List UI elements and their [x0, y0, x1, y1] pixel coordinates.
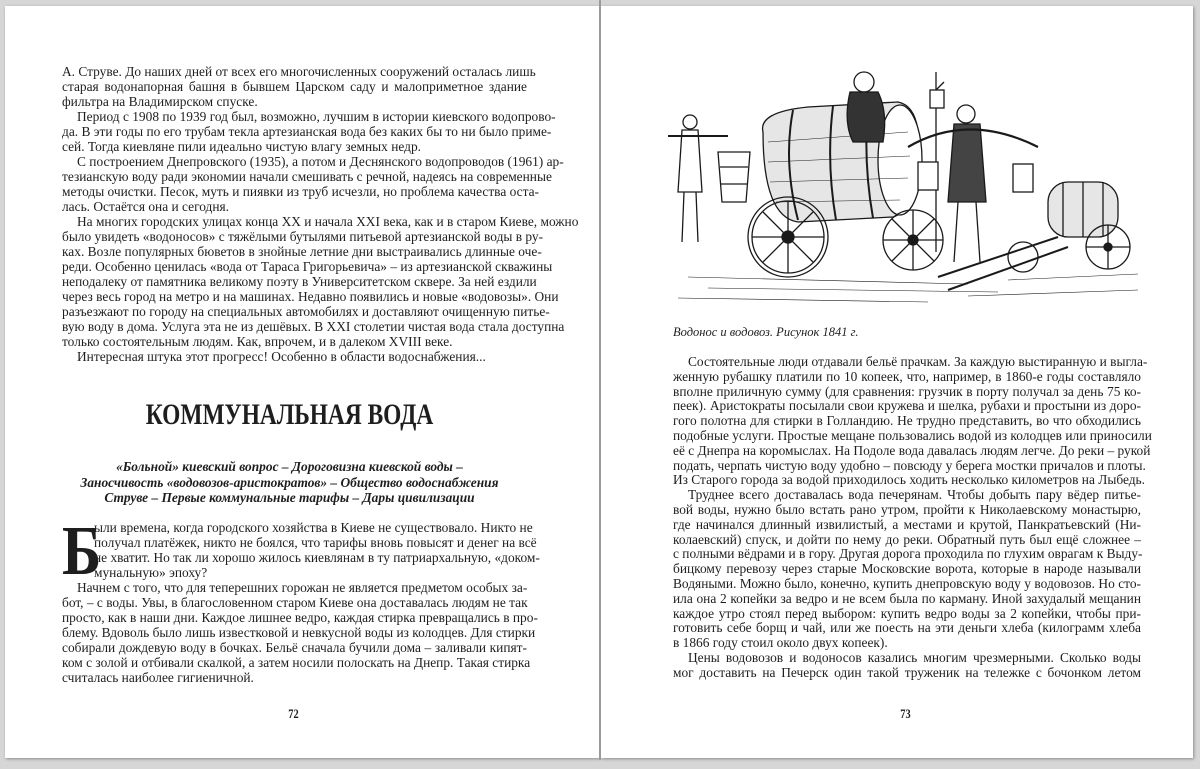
text-line: да. В эти годы по его трубам текла артезианская вода без каких бы то ни было приме-	[62, 124, 552, 139]
text-line: колаевский) спуск, и дойти по нему до реки. Обратный путь был ещё сложнее –	[673, 531, 1141, 547]
left-figure	[668, 115, 728, 242]
text-line: ках. Возле популярных бюветов в знойные летние дни выстраивались длинные оче-	[62, 244, 542, 259]
small-tub	[718, 152, 750, 202]
text-line: женную рубашку платили по 10 копеек, что, например, в 1860-е годы составляло	[673, 368, 1141, 384]
text-line: методы очистки. Песок, муть и пиявки из труб исчезли, но проблема качества оста-	[62, 184, 540, 199]
paragraph	[62, 109, 556, 154]
text-line: фильтра на Владимирском спуске.	[62, 94, 258, 109]
text-line: ила она 2 копейки за ведро и не всем была по карману. Иной захудалый мещанин	[673, 590, 1141, 606]
text-line: лась. Остаётся она и сегодня.	[62, 199, 230, 214]
text-line: было увидеть «водоносов» с тяжёлыми бутылями питьевой артезианской воды в ру-	[62, 229, 544, 244]
text-line: Состоятельные люди отдавали бельё прачкам. За каждую выстиранную и выгла-	[688, 354, 1148, 369]
text-line: На многих городских улицах конца XX и начала XXI века, как и в старом Киеве, можно	[77, 214, 579, 229]
subtitle-line: «Больной» киевский вопрос – Дороговизна киевской воды –	[116, 459, 463, 474]
chapter-subtitle	[57, 459, 522, 506]
driver-figure	[847, 72, 885, 142]
text-line: тезианскую воду ради экономии начали смешивать с речной, надеясь на современные	[62, 169, 552, 184]
paragraph	[673, 488, 1141, 651]
text-line: вую воду в дома. Услуга эта не из дешёвых. В XXI столетии чистая вода стала доступна	[62, 319, 565, 334]
paragraph	[62, 580, 538, 685]
text-line: готовить себе борщ и чай, или же поесть на эти деньги хлеба (килограмм хлеба	[673, 620, 1141, 636]
text-line: неподалеку от памятника великому поэту в Университетском сквере. За ней ездили	[62, 274, 537, 289]
cart-wheel-large	[748, 197, 828, 277]
text-line: каждое утро стоял перед выбором: купить ведро воды за 2 копейки, чтобы при-	[673, 605, 1141, 621]
ground-hatching	[678, 274, 1138, 302]
text-line: вполне приличную сумму (для сравнения: грузчик в порту получал за день 75 ко-	[673, 383, 1141, 399]
text-line: ыли времена, когда городского хозяйства в Киеве не существовало. Никто не	[94, 520, 533, 535]
chapter-body-text	[62, 513, 540, 685]
big-barrel	[763, 102, 922, 222]
text-line: только состоятельным людям. Как, впрочем, и в далеком XVIII веке.	[62, 334, 453, 349]
text-line: подобные услуги. Простые мещане пользовались водой из колодцев или приносили	[673, 427, 1152, 443]
text-line: её с Днепра на коромыслах. На Подоле вода давалась людям легче. До реки – рукой	[673, 442, 1151, 458]
text-line: где начинался длинный извилистый, а местами и крутой, Панкратьевский (Ни-	[673, 516, 1141, 532]
text-line: старая водонапорная башня в бывшем Царском саду и малоприметное здание	[62, 79, 527, 94]
page-number-right: 73	[900, 706, 911, 721]
text-line: в 1866 году стоил около двух копеек).	[673, 635, 888, 651]
text-line: Из Старого города за водой приходилось ходить несколько километров на Лыбедь.	[673, 472, 1145, 488]
text-line: подать, черпать чистую воду удобно – повсюду у берега мостки причалов и плоты.	[673, 457, 1146, 473]
paragraph	[62, 154, 564, 214]
illustration-caption: Водонос и водовоз. Рисунок 1841 г.	[673, 325, 859, 339]
text-line: с полными вёдрами и в гору. Другая дорога проходила по глухим оврагам к Выду-	[673, 546, 1143, 562]
text-line: получал платёжек, никто не боялся, что тарифы вновь повысят и денег на всё	[94, 535, 537, 550]
text-line: Начнем с того, что для теперешних горожан не является предметом особых за-	[77, 580, 528, 595]
text-line: разъезжают по городу на специальных автомобилях и доставляют очищенную питье-	[62, 304, 550, 319]
text-line: через весь город на метро и на машинах. Недавно появились и новые «водовозы». Они	[62, 289, 559, 304]
book-spine	[599, 0, 601, 760]
paragraph	[673, 651, 1141, 681]
text-line: С построением Днепровского (1935), а потом и Деснянского водопроводов (1961) ар-	[77, 154, 564, 169]
text-line: реди. Особенно ценилась «вода от Тараса Григорьевича» – из артезианской скважины	[62, 259, 553, 274]
water-carrier-figure	[908, 105, 1038, 262]
text-line: мог доставить на Печерск один такой труженик на тележке с бочонком летом	[673, 664, 1141, 680]
text-line: Период с 1908 по 1939 год был, возможно, лучшим в истории киевского водопрово-	[77, 109, 556, 124]
text-line: Интересная штука этот прогресс! Особенно в области водоснабжения...	[77, 349, 486, 364]
text-line: бот, – с воды. Увы, в благословенном старом Киеве она доставалась людям не так	[62, 595, 528, 610]
text-line: бицкому перевозу через старые Московские ворота, которые в народе называли	[673, 561, 1141, 577]
text-line: считалась наиболее гигиеничной.	[62, 670, 254, 685]
text-line: гого полотна для стирки в Голландию. Не трудно представить, во что обходились	[673, 413, 1141, 429]
text-line: мунальную» эпоху?	[94, 565, 208, 580]
text-line: собирали дождевую воду в бочках. Бельё сначала бучили дома – заливали кипят-	[62, 640, 527, 655]
text-line: Цены водовозов и водоносов казались многим чрезмерными. Сколько воды	[688, 649, 1141, 665]
paragraph	[62, 64, 536, 109]
text-line: Водяными. Можно было, конечно, купить днепровскую воду у водовозов. Но сто-	[673, 575, 1141, 591]
paragraph	[673, 354, 1152, 488]
page-number-left: 72	[288, 706, 299, 721]
text-line: А. Струве. До наших дней от всех его многочисленных сооружений осталась лишь	[62, 64, 536, 79]
subtitle-line: Струве – Первые коммунальные тарифы – Дары цивилизации	[104, 490, 475, 505]
left-intro-text	[62, 64, 579, 364]
drop-cap: Б	[62, 513, 102, 590]
cart-wheel-front	[883, 210, 943, 270]
paragraph	[62, 214, 579, 349]
right-body-text	[673, 354, 1152, 681]
text-line: пеек). Аристократы посылали свои кружева и шелка, рубахи и простыни из доро-	[673, 398, 1141, 414]
text-line: блему. Вдоволь было лишь известковой и невкусной воды из колодцев. Для стирки	[62, 625, 536, 640]
text-line: не хватит. Но так ли хорошо жилось киевлянам в ту патриархальную, «доком-	[94, 550, 540, 565]
text-line: Труднее всего доставалась вода печерянам. Чтобы добыть пару вёдер питье-	[688, 487, 1141, 503]
chapter-title: КОММУНАЛЬНАЯ ВОДА	[145, 398, 434, 431]
text-line: сей. Тогда киевляне пили идеально чистую влагу земных недр.	[62, 139, 422, 154]
text-line: просто, как в наши дни. Каждое лишнее ведро, каждая стирка превращались в про-	[62, 610, 538, 625]
engraving-illustration	[668, 52, 1146, 314]
subtitle-line: Заносчивость «водовозов-аристократов» – Общество водоснабжения	[80, 474, 499, 490]
text-line: ком с золой и отбивали скалкой, а затем носили полоскать на Днепр. Такая стирка	[62, 655, 531, 670]
paragraph	[62, 349, 527, 364]
text-line: вой воды, нужно было встать рано утром, пройти к Николаевскому монастырю,	[673, 501, 1141, 517]
